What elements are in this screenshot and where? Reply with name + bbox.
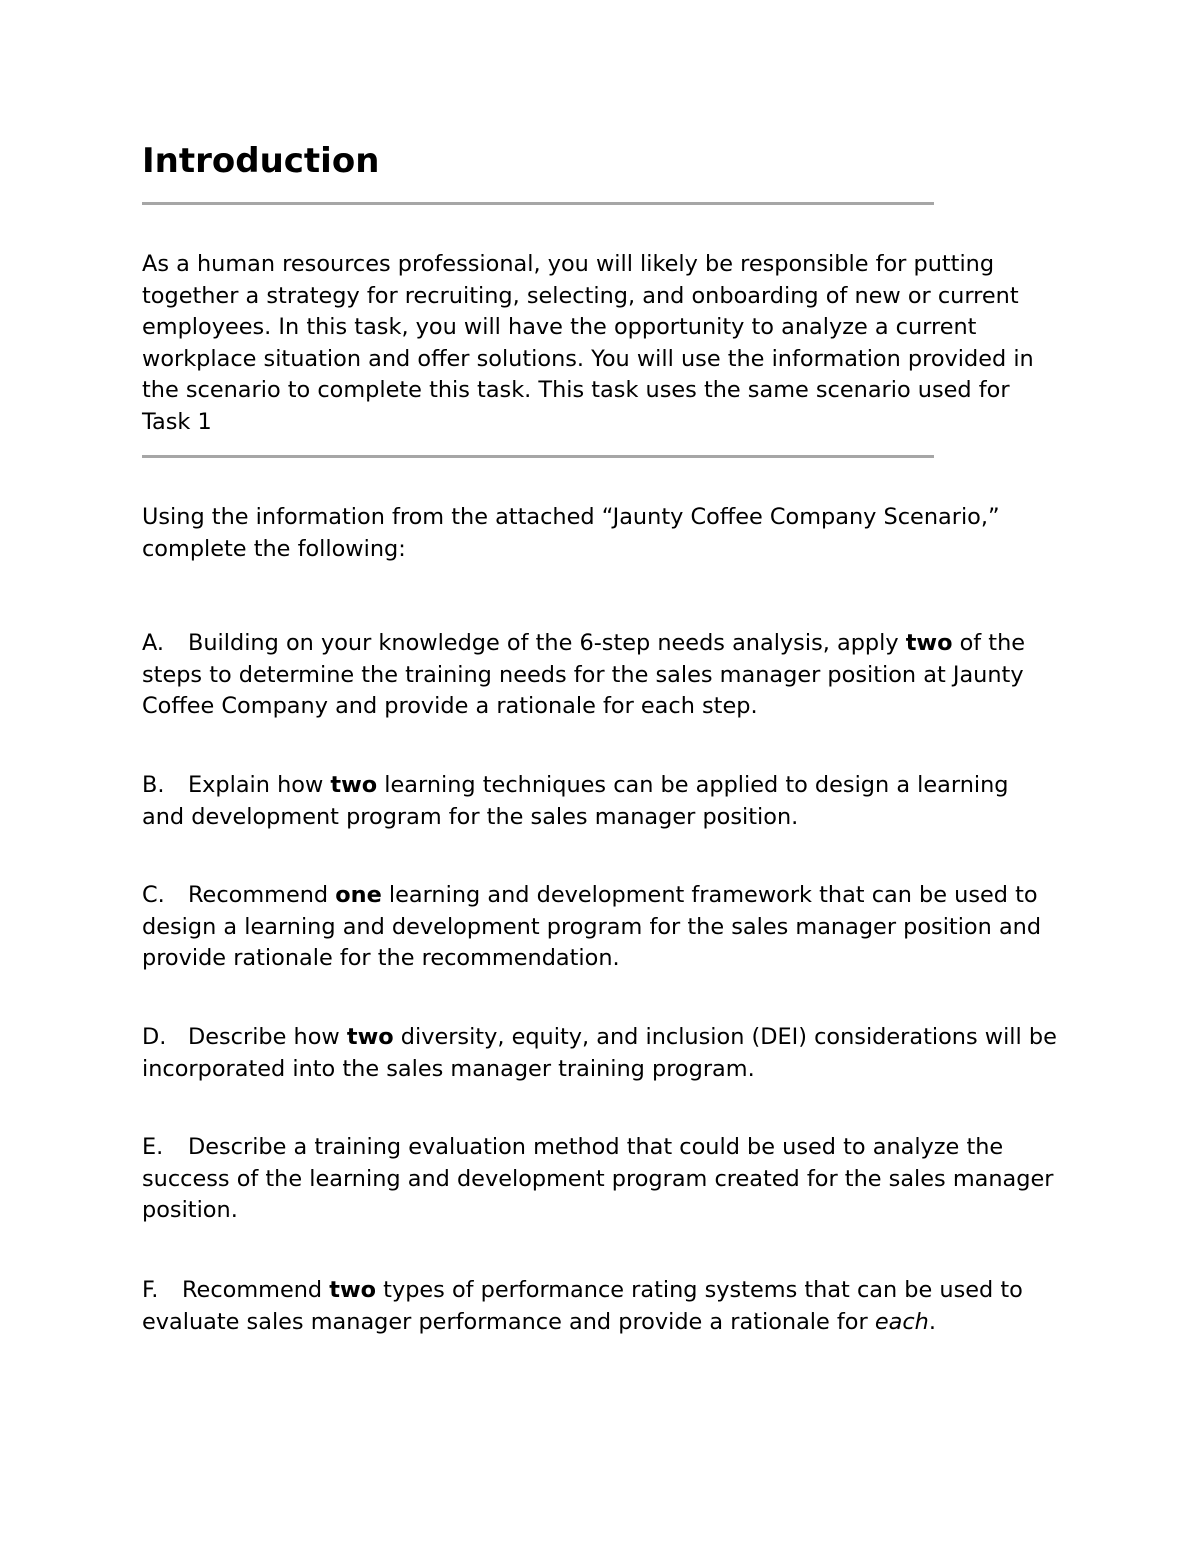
instructions-lead: Using the information from the attached “Jaunty Coffee Company Scenario,” complete the following:	[142, 504, 1000, 562]
task-item-e	[142, 1132, 1057, 1227]
task-text: diversity, equity, and inclusion (DEI) considerations will be incorporated into the sales manager training program.	[142, 1024, 1057, 1082]
task-text: of the steps to determine the training needs for the sales manager position at Jaunty Coffee Company and provide a rationale for each step.	[142, 630, 1026, 720]
divider-top	[142, 202, 934, 205]
task-text: learning techniques can be applied to design a learning and development program for the sales manager position.	[142, 772, 1009, 830]
task-emphasis: two	[346, 1024, 394, 1050]
page-title: Introduction	[142, 141, 380, 181]
task-item-b	[142, 770, 1057, 833]
task-letter: C.	[142, 882, 165, 908]
task-emphasis: one	[335, 882, 382, 908]
task-text: Recommend	[188, 882, 336, 908]
task-text: Building on your knowledge of the 6-step needs analysis, apply	[188, 630, 906, 656]
task-letter: A.	[142, 630, 165, 656]
task-text: Describe a training evaluation method that could be used to analyze the success of the learning and development program created for the sales manager position.	[142, 1134, 1054, 1224]
divider-bottom	[142, 455, 934, 458]
task-item-c	[142, 880, 1057, 975]
task-italic: each	[874, 1308, 929, 1335]
task-letter: F.	[142, 1277, 159, 1303]
task-letter: D.	[142, 1024, 167, 1050]
task-text: .	[928, 1308, 936, 1335]
task-item-a	[142, 628, 1057, 723]
task-item-f	[142, 1275, 1057, 1338]
task-letter: B.	[142, 772, 165, 798]
task-item-d	[142, 1022, 1057, 1085]
task-emphasis: two	[905, 630, 953, 656]
intro-paragraph: As a human resources professional, you will likely be responsible for putting together a strategy for recruiting, selecting, and onboarding of new or current employees. In this task, you will have the opportunity to analyze a current workplace situation and offer solutions. You will use the information provided in the scenario to complete this task. This task uses the same scenario used for Task 1	[142, 251, 1034, 435]
task-emphasis: two	[329, 1277, 377, 1303]
task-text: learning and development framework that can be used to design a learning and development program for the sales manager position and provide rationale for the recommendation.	[142, 882, 1042, 972]
task-text: Describe how	[188, 1024, 347, 1050]
task-text: types of performance rating systems that can be used to evaluate sales manager performance and provide a rationale for	[142, 1277, 1023, 1335]
task-text: Recommend	[182, 1277, 330, 1303]
task-text: Explain how	[188, 772, 331, 798]
task-emphasis: two	[330, 772, 378, 798]
task-letter: E.	[142, 1134, 164, 1160]
